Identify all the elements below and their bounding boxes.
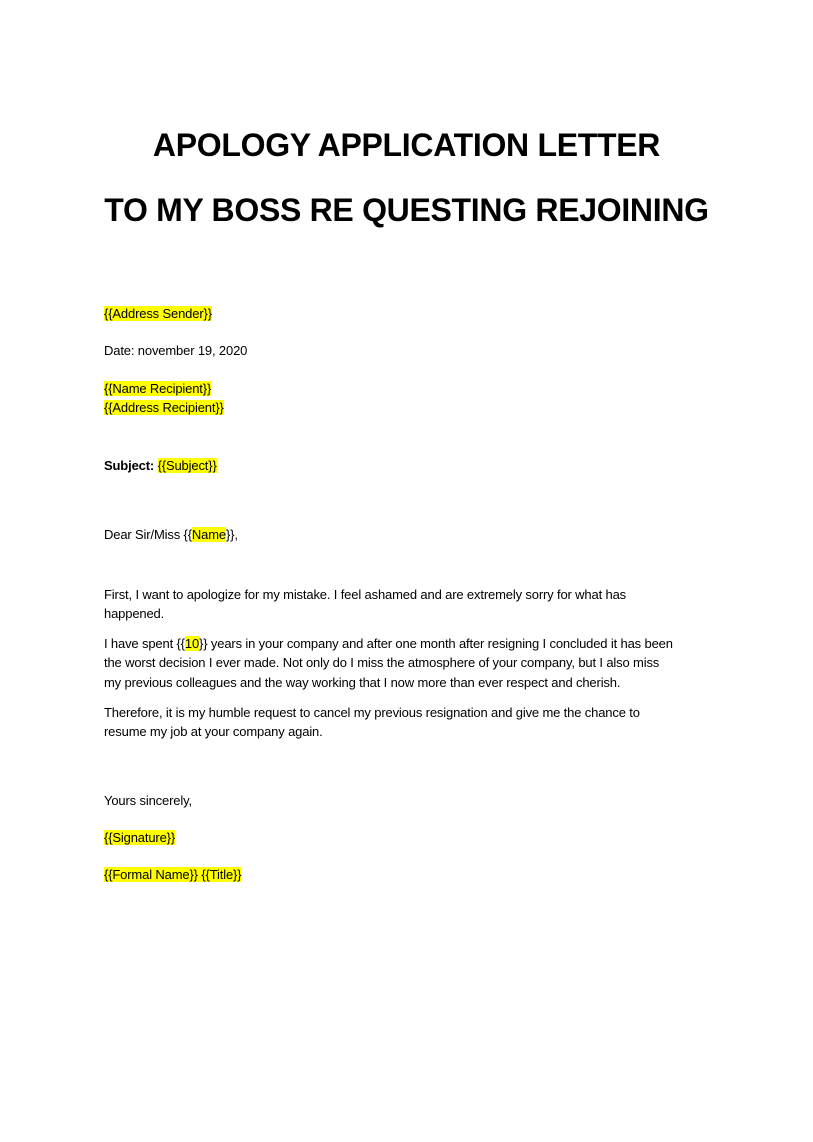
salutation bbox=[104, 525, 238, 545]
paragraph-line: happened. bbox=[104, 606, 165, 621]
closing: Yours sincerely, bbox=[104, 793, 192, 808]
formal-name-title-placeholder: {{Formal Name}} {{Title}} bbox=[104, 867, 242, 882]
recipient-address bbox=[104, 398, 224, 418]
document-title-line-2: TO MY BOSS RE QUESTING REJOINING bbox=[104, 192, 709, 228]
paragraph-line: resume my job at your company again. bbox=[104, 724, 323, 739]
date-line: Date: november 19, 2020 bbox=[104, 343, 248, 358]
years-prefix: I have spent {{ bbox=[104, 636, 185, 651]
address-sender-placeholder: {{Address Sender}} bbox=[104, 306, 212, 321]
address-recipient-placeholder: {{Address Recipient}} bbox=[104, 400, 224, 415]
salutation-suffix: }}, bbox=[225, 527, 238, 542]
formal-name-title-line bbox=[104, 865, 241, 885]
paragraph-line: First, I want to apologize for my mistake. I feel ashamed and are extremely sorry for what has bbox=[104, 587, 627, 602]
name-recipient-placeholder: {{Name Recipient}} bbox=[104, 381, 212, 396]
years-suffix: }} years in your company and after one month after resigning I concluded it has been bbox=[199, 636, 673, 651]
paragraph-line: the worst decision I ever made. Not only do I miss the atmosphere of your company, but I also miss bbox=[104, 655, 660, 670]
paragraph-line: my previous colleagues and the way working that I now more than ever respect and cherish. bbox=[104, 675, 621, 690]
signature-line bbox=[104, 828, 175, 848]
sender-address bbox=[104, 304, 212, 324]
paragraph-line: Therefore, it is my humble request to cancel my previous resignation and give me the chance to bbox=[104, 705, 640, 720]
years-placeholder: 10 bbox=[184, 636, 200, 651]
subject-line bbox=[104, 456, 217, 476]
salutation-name-placeholder: Name bbox=[191, 527, 226, 542]
document-title-line-1: APOLOGY APPLICATION LETTER bbox=[152, 127, 661, 163]
subject-placeholder: {{Subject}} bbox=[157, 458, 217, 473]
subject-colon: : bbox=[149, 458, 155, 473]
salutation-prefix: Dear Sir/Miss {{ bbox=[104, 527, 192, 542]
paragraph-line bbox=[104, 634, 673, 654]
signature-placeholder: {{Signature}} bbox=[104, 830, 176, 845]
subject-label: Subject bbox=[104, 458, 150, 473]
recipient-name bbox=[104, 379, 211, 399]
